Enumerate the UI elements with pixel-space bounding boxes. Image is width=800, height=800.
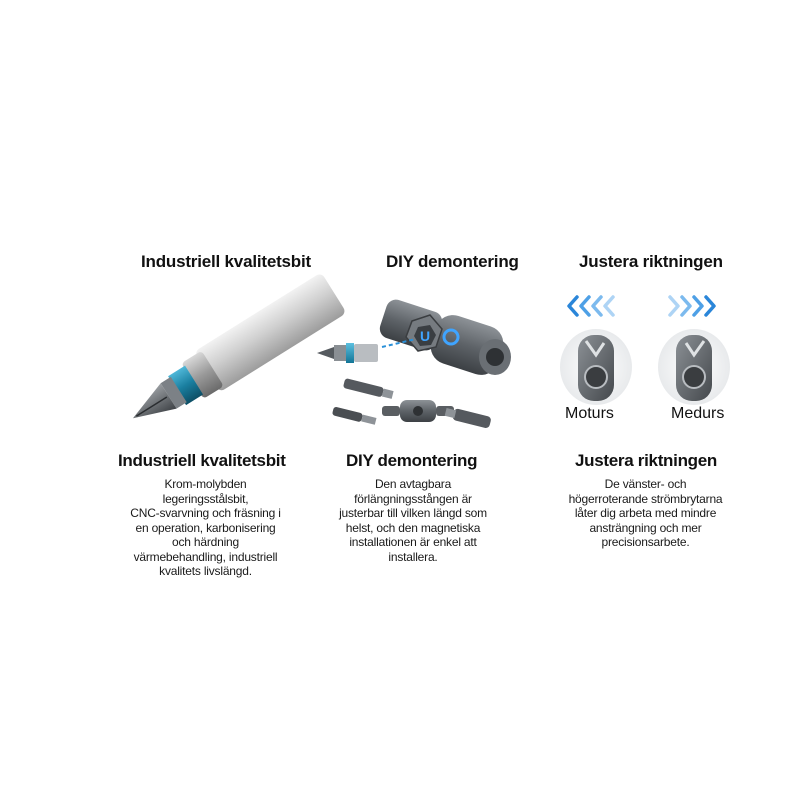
feature-subtitle-bit: Industriell kvalitetsbit [118,451,286,470]
feature-description-bit [108,477,303,579]
desc-line: CNC-svarvning och fräsning i [130,506,281,520]
direction-label-ccw: Moturs [565,405,614,422]
desc-line: kvalitets livslängd. [159,564,252,578]
desc-line: justerbar till vilken längd som [339,506,487,520]
desc-line: högerroterande strömbrytarna [568,491,723,506]
svg-text:U: U [419,328,431,344]
desc-line: De vänster- och [604,477,687,491]
ratchet-cw-image [656,325,732,405]
desc-line: Krom-molybden [164,477,247,491]
desc-line: och härdning [172,535,239,549]
direction-label-cw: Medurs [671,405,725,422]
desc-line: helst, och den magnetiska [345,520,481,535]
extension-assembly-image [312,285,532,445]
feature-description-direction [548,477,743,550]
desc-line: installera. [388,549,438,564]
feature-description-diy [318,477,508,564]
desc-line: installationen är enkel att [349,535,477,549]
feature-heading-diy: DIY demontering [386,252,519,271]
screwdriver-bit-image [110,285,330,445]
desc-line: ansträngning och mer [589,520,702,535]
desc-line: en operation, karbonisering [135,520,276,535]
desc-line: precisionsarbete. [601,535,690,549]
desc-line: låter dig arbeta med mindre [574,506,717,520]
feature-heading-bit: Industriell kvalitetsbit [141,252,311,271]
feature-heading-direction: Justera riktningen [579,252,723,271]
chevrons-left-icon [565,294,625,318]
desc-line: legeringsstålsbit, [162,491,249,506]
ratchet-ccw-image [558,325,634,405]
desc-line: förlängningsstången är [354,491,472,506]
feature-subtitle-direction: Justera riktningen [575,451,717,470]
desc-line: Den avtagbara [374,477,452,491]
desc-line: värmebehandling, industriell [133,549,278,564]
chevrons-right-icon [666,294,726,318]
feature-subtitle-diy: DIY demontering [346,451,478,470]
